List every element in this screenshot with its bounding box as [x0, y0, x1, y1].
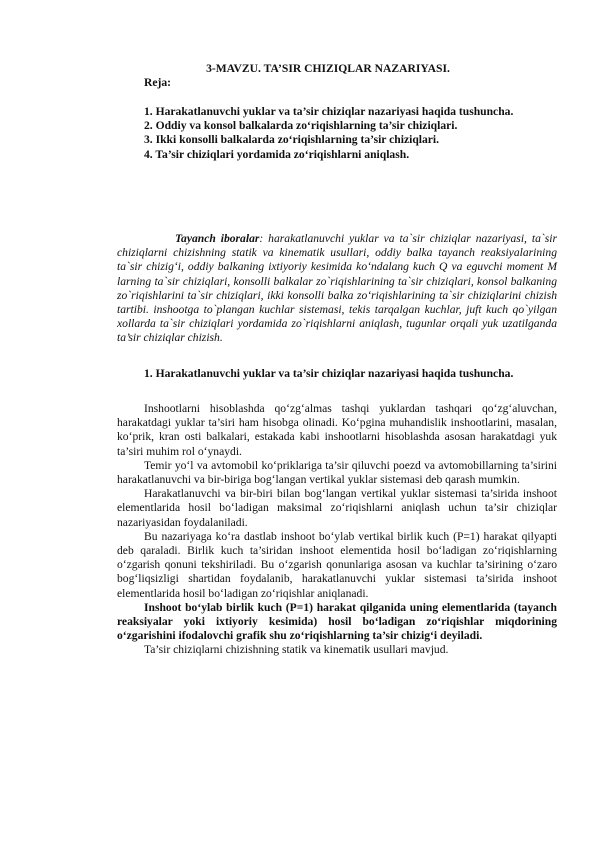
body-paragraph-last: Ta’sir chiziqlarni chizishning statik va kinematik usullari mavjud.	[144, 643, 449, 657]
plan-list	[117, 105, 557, 162]
plan-item: 4. Ta’sir chiziqlari yordamida zo‘riqishlarni aniqlash.	[144, 147, 410, 161]
body-paragraph: Harakatlanuvchi va bir-biri bilan bog‘langan vertikal yuklar sistemasi ta’sirida inshoot elementlarida hosil bo‘ladigan maksimal zo‘riqishlarni aniqlash uchun ta’sir chiziqlar nazariyasidan foydalaniladi.	[117, 487, 557, 529]
section-1-heading-block	[117, 367, 557, 381]
keywords-text: : harakatlanuvchi yuklar va ta`sir chiziqlar nazariyasi, ta`sir chiziqlarni chizishning statik va kinematik usullari, oddiy balka tayanch reaksiyalarining ta`sir chizig‘i, oddiy balkaning ixtiyoriy kesimida ko‘ndalang kuch Q va eguvchi moment M larning ta`sir chiziqlari, konsolli balkalar zo`riqishlarining ta`sir chiziqlari, konsol balkaning zo`riqishlarini ta`sir chiziqlari, ikki konsolli balka zo‘riqishlarining ta`sir chiziqlarini chizish tartibi. inshootga to`plangan kuchlar sistemasi, tekis tarqalgan kuchlar, juft kuch qo`yilgan xollarda ta`sir chiziqlari yordamida zo`riqishlarni aniqlash, tugunlar orqali yuk uzatilganda ta’sir chiziqlar chizish.	[117, 232, 557, 345]
page-title: 3-MAVZU. TA’SIR CHIZIQLAR NAZARIYASI.	[206, 62, 450, 75]
plan-item: 2. Oddiy va konsol balkalarda zo‘riqishlarning ta’sir chiziqlari.	[144, 119, 458, 133]
body-paragraph: Temir yo‘l va avtomobil ko‘priklariga ta’sir qiluvchi poezd va avtomobillarning ta’sirini harakatlanuvchi va bir-biriga bog‘langan vertikal yuklar sistemasi deb qarash mumkin.	[117, 458, 557, 487]
keywords-paragraph	[117, 232, 557, 346]
body-paragraph: Bu nazariyaga ko‘ra dastlab inshoot bo‘ylab vertikal birlik kuch (P=1) harakat qilyapti deb qaraladi. Birlik kuch ta’siridan inshoot elementida hosil bo‘ladigan zo‘riqishlarning o‘zgarish qonuni tekshiriladi. Bu o‘zgarish qonunlariga asosan va kuchlar ta’sirining o‘zaro bog‘liqsizligi shartidan foydalanib, harakatlanuvchi yuklar sistemasi ta’sirida inshoot elementlarida hosil bo‘ladigan zo‘riqishlar aniqlanadi.	[117, 529, 557, 600]
section-1-body	[117, 402, 557, 658]
plan-item: 1. Harakatlanuvchi yuklar va ta’sir chiziqlar nazariyasi haqida tushuncha.	[144, 105, 514, 118]
body-paragraph: Inshootlarni hisoblashda qo‘zg‘almas tashqi yuklardan tashqari qo‘zg‘aluvchan, harakatdagi yuklar ta’siri ham hisobga olinadi. Ko‘pgina muhandislik inshootlarini, masalan, ko‘prik, kran osti balkalari, estakada kabi inshootlarni hisoblashda asosan harakatdagi yuk ta’siri muhim rol o‘ynaydi.	[117, 402, 557, 458]
keywords-term: Tayanch iboralar	[175, 232, 260, 245]
section-1-heading: 1. Harakatlanuvchi yuklar va ta’sir chiziqlar nazariyasi haqida tushuncha.	[144, 367, 514, 380]
plan-item: 3. Ikki konsolli balkalarda zo‘riqishlarning ta’sir chiziqlari.	[144, 133, 440, 147]
plan-heading: Reja:	[144, 76, 172, 89]
keywords-block	[117, 232, 557, 346]
definition-paragraph: Inshoot bo‘ylab birlik kuch (P=1) harakat qilganida uning elementlarida (tayanch reaksiyalar yoki ixtiyoriy kesimida) hosil bo‘ladigan zo‘riqishlar miqdorining o‘zgarishini ifodalovchi grafik shu zo‘riqishlarning ta’sir chizig‘i deyiladi.	[117, 600, 557, 643]
